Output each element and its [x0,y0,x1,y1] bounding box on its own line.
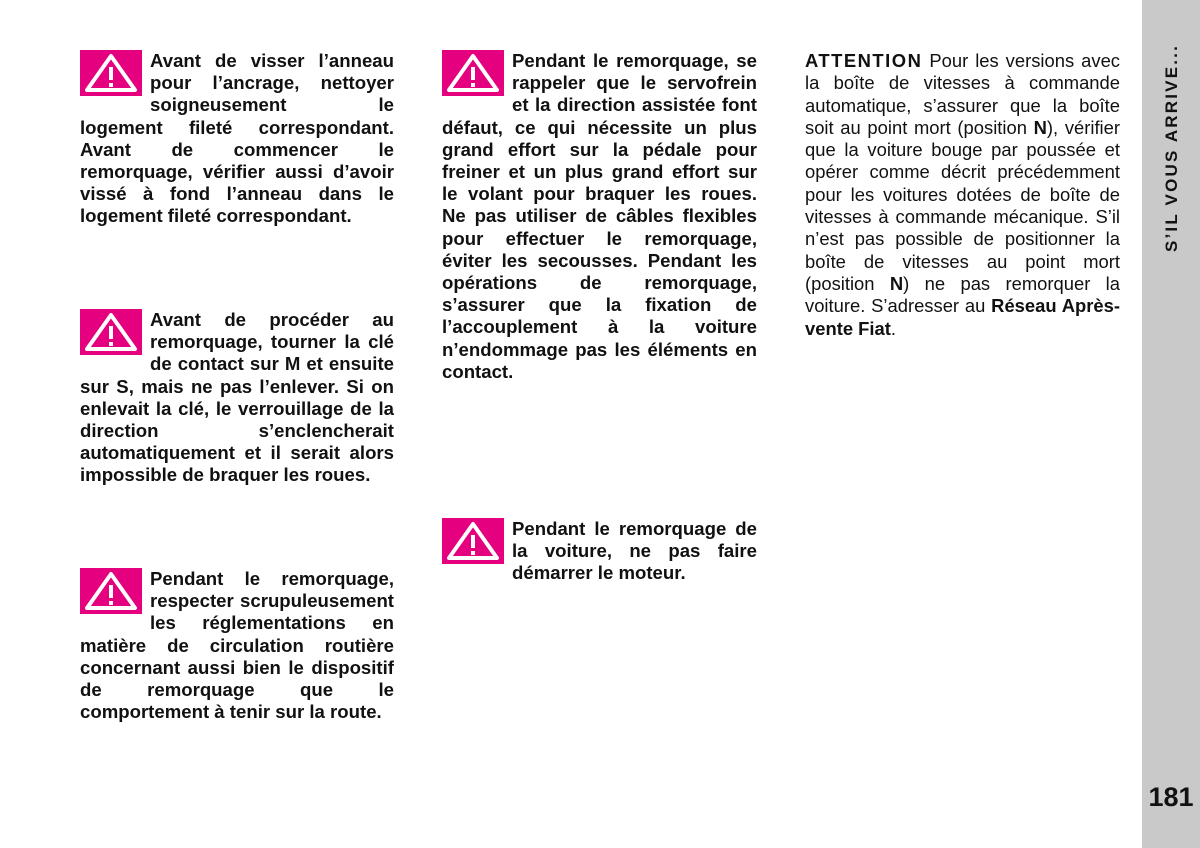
warning-text: Pendant le remorquage, respecter scrupuleusement les réglementations en matière de circulation routière concernant aussi bien le dispositif de remorquage que le comportement à tenir sur la route. [80,568,394,723]
attention-text [805,50,1120,340]
warning-triangle-icon [80,568,142,614]
warning-text: Avant de procéder au remorquage, tourner la clé de contact sur M et ensuite sur S, mais ne pas l’enlever. Si on enlevait la clé, le verrouillage de la direction s’enclencherait automatiquement et il serait alors impossible de braquer les roues. [80,309,394,486]
warning-text: Avant de visser l’anneau pour l’ancrage, nettoyer soigneusement le logement fileté correspondant. Avant de commencer le remorquage, vérifier aussi d’avoir vissé à fond l’anneau dans le logement fileté correspondant. [80,50,394,227]
warning-triangle-icon [442,518,504,564]
gear-position-n: N [889,272,904,294]
attention-end: . [890,317,896,339]
attention-label: ATTENTION [805,50,923,71]
attention-part-3: ) ne pas remorquer la voiture. S’adresser au [805,272,1120,317]
warning-block-servo-brake [442,50,757,383]
attention-note [805,50,1120,340]
warning-block-anchor-ring [80,50,394,228]
warning-block-traffic-rules [80,568,394,723]
service-network-name: Réseau Après-vente Fiat [805,295,1121,339]
attention-part-1: Pour les versions avec la boîte de vitesses à commande automatique, s’assurer que la boîte soit au point mort (position [805,50,1120,138]
section-title: S’IL VOUS ARRIVE... [1162,43,1181,253]
warning-block-engine-start [442,518,757,585]
warning-triangle-icon [80,50,142,96]
warning-text: Pendant le remorquage de la voiture, ne pas faire démarrer le moteur. [512,518,757,584]
gear-position-n: N [1033,116,1047,138]
page-number: 181 [1148,782,1194,812]
attention-part-2: ), vérifier que la voiture bouge par poussée et opérer comme décrit précédemment pour les voitures dotées de boîte de vitesses à commande mécanique. S’il n’est pas possible de positionner la boîte de vitesses au point mort (position [805,116,1120,294]
warning-text: Pendant le remorquage, se rappeler que le servofrein et la direction assistée font défaut, ce qui nécessite un plus grand effort sur la pédale pour freiner et un plus grand effort sur le volant pour braquer les roues. Ne pas utiliser de câbles flexibles pour effectuer le remorquage, éviter les secousses. Pendant les opérations de remorquage, s’assurer que la fixation de l’accouplement à la voiture n’endommage pas les éléments en contact. [442,50,757,382]
warning-block-ignition-key [80,309,394,487]
warning-triangle-icon [442,50,504,96]
warning-triangle-icon [80,309,142,355]
